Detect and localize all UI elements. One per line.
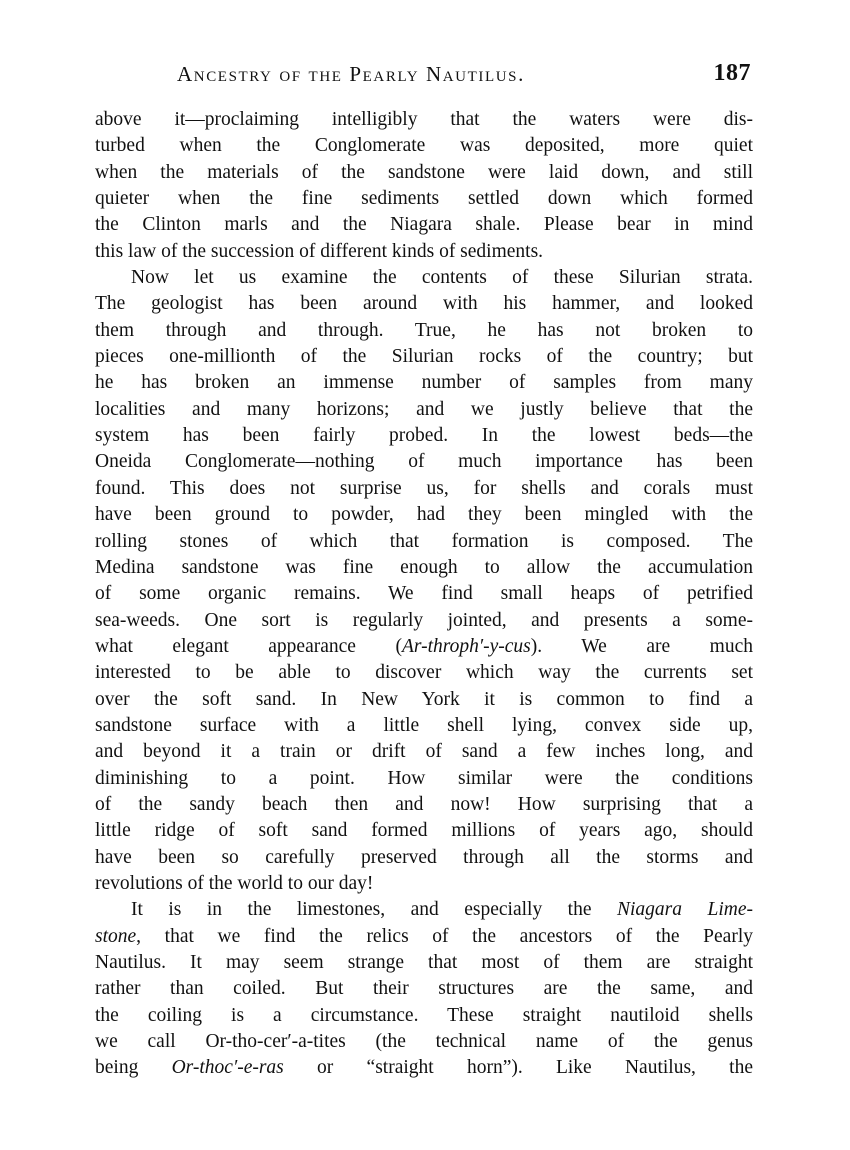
text-line: interested to be able to discover which way the currents set (95, 662, 753, 684)
text-line: little ridge of soft sand formed millions of years ago, should (95, 820, 753, 842)
text-line: the Clinton marls and the Niagara shale. Please bear in mind (95, 214, 753, 236)
text-line: stone, that we find the relics of the ancestors of the Pearly (95, 925, 753, 947)
text-line: It is in the limestones, and especially the Niagara Lime- (131, 899, 753, 921)
text-line: being Or-thoc′-e-ras or “straight horn”). Like Nautilus, the (95, 1057, 754, 1079)
body-text (95, 107, 753, 1082)
italic-term: Niagara Lime- (617, 899, 753, 921)
text-line: pieces one-millionth of the Silurian rocks of the country; but (95, 346, 753, 368)
text-line: rather than coiled. But their structures are the same, and (95, 978, 753, 1000)
text-line: he has broken an immense number of samples from many (95, 372, 753, 394)
text-line: Now let us examine the contents of these Silurian strata. (131, 267, 753, 289)
italic-term: Or-thoc′-e-ras (171, 1057, 284, 1079)
text-line: this law of the succession of different kinds of sediments. (95, 240, 544, 262)
page-number: 187 (713, 60, 751, 86)
text-line: of some organic remains. We find small heaps of petrified (95, 583, 753, 605)
text-line: Medina sandstone was fine enough to allow the accumulation (95, 556, 753, 578)
text-line: Oneida Conglomerate—nothing of much importance has been (95, 451, 753, 473)
text-line: above it—proclaiming intelligibly that the waters were dis- (95, 109, 753, 130)
text-line: over the soft sand. In New York it is common to find a (95, 688, 753, 710)
running-title: Ancestry of the Pearly Nautilus. (177, 62, 525, 86)
text-line: diminishing to a point. How similar were the conditions (95, 767, 753, 789)
text-line: sea-weeds. One sort is regularly jointed, and presents a some- (95, 609, 753, 631)
page-header (95, 58, 755, 94)
text-line: the coiling is a circumstance. These straight nautiloid shells (95, 1004, 753, 1026)
text-line: sandstone surface with a little shell lying, convex side up, (95, 714, 753, 736)
text-line: revolutions of the world to our day! (95, 872, 374, 894)
italic-term: stone (95, 925, 137, 947)
text-line: Nautilus. It may seem strange that most of them are straight (95, 952, 753, 973)
text-line: when the materials of the sandstone were laid down, and still (95, 161, 753, 183)
text-line: quieter when the fine sediments settled down which formed (95, 188, 753, 210)
text-line: The geologist has been around with his hammer, and looked (95, 293, 753, 315)
text-line: them through and through. True, he has not broken to (95, 319, 753, 341)
text-line: we call Or-tho-cer′-a-tites (the technical name of the genus (95, 1031, 753, 1053)
text-line: system has been fairly probed. In the lowest beds—the (95, 425, 753, 447)
text-line: rolling stones of which that formation is composed. The (95, 530, 753, 552)
text-line: have been so carefully preserved through all the storms and (95, 846, 753, 868)
text-line: found. This does not surprise us, for shells and corals must (95, 477, 753, 499)
text-line: turbed when the Conglomerate was deposited, more quiet (95, 135, 753, 157)
text-line: localities and many horizons; and we justly believe that the (95, 398, 753, 420)
text-line: and beyond it a train or drift of sand a few inches long, and (95, 741, 753, 763)
text-line: what elegant appearance (Ar-throph′-y-cus). We are much (95, 635, 753, 657)
text-line: have been ground to powder, had they been mingled with the (95, 504, 753, 526)
text-line: of the sandy beach then and now! How surprising that a (95, 793, 753, 815)
italic-term: Ar-throph′-y-cus (401, 635, 531, 657)
